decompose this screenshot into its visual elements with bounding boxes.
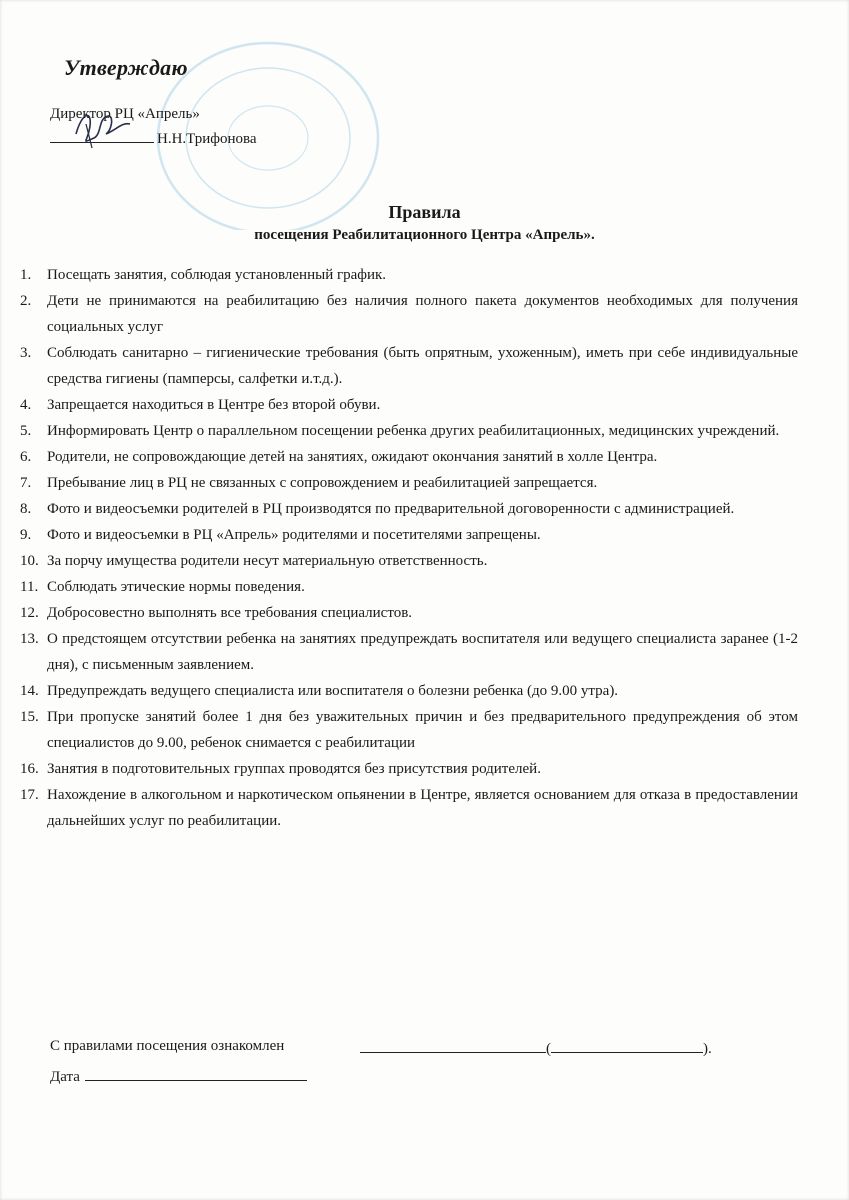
rule-text: О предстоящем отсутствии ребенка на занятиях предупреждать воспитателя или ведущего специалиста заранее (1-2 дня), с письменным заявлением. — [47, 631, 798, 673]
director-signature-line — [50, 128, 257, 148]
date-blank — [85, 1066, 307, 1081]
rule-number: 16. — [20, 761, 39, 777]
rule-number: 10. — [20, 553, 39, 569]
director-name: Н.Н.Трифонова — [157, 131, 257, 147]
rule-item — [20, 704, 798, 756]
rule-item — [20, 288, 798, 340]
approve-heading: Утверждаю — [64, 55, 188, 80]
rule-number: 2. — [20, 293, 32, 309]
rule-item — [20, 548, 798, 574]
rule-number: 8. — [20, 501, 32, 517]
rule-text: Нахождение в алкогольном и наркотическом опьянении в Центре, является основанием для отказа в предоставлении дальнейших услуг по реабилитации. — [47, 787, 798, 829]
acknowledgement-signature-field — [360, 1038, 712, 1058]
document-subtitle: посещения Реабилитационного Центра «Апрель». — [254, 227, 595, 243]
date-label: Дата — [50, 1069, 80, 1085]
rule-item — [20, 600, 798, 626]
rule-text: Посещать занятия, соблюдая установленный график. — [47, 267, 387, 283]
acknowledgement-label: С правилами посещения ознакомлен — [50, 1038, 285, 1054]
rule-text: Добросовестно выполнять все требования специалистов. — [47, 605, 413, 621]
rule-text: При пропуске занятий более 1 дня без уважительных причин и без предварительного предупреждения об этом специалистов до 9.00, ребенок снимается с реабилитации — [47, 709, 798, 751]
rules-list — [20, 262, 798, 834]
rule-item — [20, 782, 798, 834]
rule-number: 17. — [20, 787, 39, 803]
rule-number: 14. — [20, 683, 39, 699]
rule-item — [20, 626, 798, 678]
rule-item — [20, 756, 798, 782]
rule-number: 9. — [20, 527, 32, 543]
rule-number: 13. — [20, 631, 39, 647]
paren-open: ( — [546, 1041, 551, 1057]
rule-number: 12. — [20, 605, 39, 621]
rule-item — [20, 262, 798, 288]
rule-text: За порчу имущества родители несут материальную ответственность. — [47, 553, 488, 569]
rule-text: Родители, не сопровождающие детей на занятиях, ожидают окончания занятий в холле Центра. — [47, 449, 658, 465]
round-stamp-icon — [78, 20, 388, 230]
rule-number: 3. — [20, 345, 32, 361]
rule-text: Предупреждать ведущего специалиста или воспитателя о болезни ребенка (до 9.00 утра). — [47, 683, 619, 699]
rule-item — [20, 340, 798, 392]
rule-text: Фото и видеосъемки родителей в РЦ производятся по предварительной договоренности с администрацией. — [47, 501, 735, 517]
rule-number: 11. — [20, 579, 39, 595]
date-field — [50, 1066, 307, 1086]
rule-text: Соблюдать санитарно – гигиенические требования (быть опрятным, ухоженным), иметь при себе индивидуальные средства гигиены (памперсы, салфетки и.т.д.). — [47, 345, 798, 387]
rule-text: Запрещается находиться в Центре без второй обуви. — [47, 397, 381, 413]
rule-number: 5. — [20, 423, 32, 439]
rule-text: Занятия в подготовительных группах проводятся без присутствия родителей. — [47, 761, 541, 777]
rule-item — [20, 392, 798, 418]
rule-text: Информировать Центр о параллельном посещении ребенка других реабилитационных, медицинских учреждений. — [47, 423, 780, 439]
rule-item — [20, 444, 798, 470]
rule-item — [20, 574, 798, 600]
rule-text: Соблюдать этические нормы поведения. — [47, 579, 305, 595]
name-blank — [551, 1038, 703, 1053]
signature-blank — [360, 1038, 546, 1053]
document-title: Правила — [388, 202, 461, 222]
paren-close: ). — [703, 1041, 712, 1057]
rule-item — [20, 496, 798, 522]
rule-number: 1. — [20, 267, 32, 283]
rule-number: 4. — [20, 397, 32, 413]
rule-item — [20, 418, 798, 444]
rule-number: 15. — [20, 709, 39, 725]
rule-number: 6. — [20, 449, 32, 465]
rule-text: Пребывание лиц в РЦ не связанных с сопровождением и реабилитацией запрещается. — [47, 475, 598, 491]
rule-text: Фото и видеосъемки в РЦ «Апрель» родителями и посетителями запрещены. — [47, 527, 541, 543]
rule-item — [20, 522, 798, 548]
rule-number: 7. — [20, 475, 32, 491]
signature-underline — [50, 128, 154, 143]
rule-item — [20, 470, 798, 496]
rule-text: Дети не принимаются на реабилитацию без наличия полного пакета документов необходимых для получения социальных услуг — [47, 293, 798, 335]
director-title: Директор РЦ «Апрель» — [50, 106, 200, 122]
rule-item — [20, 678, 798, 704]
